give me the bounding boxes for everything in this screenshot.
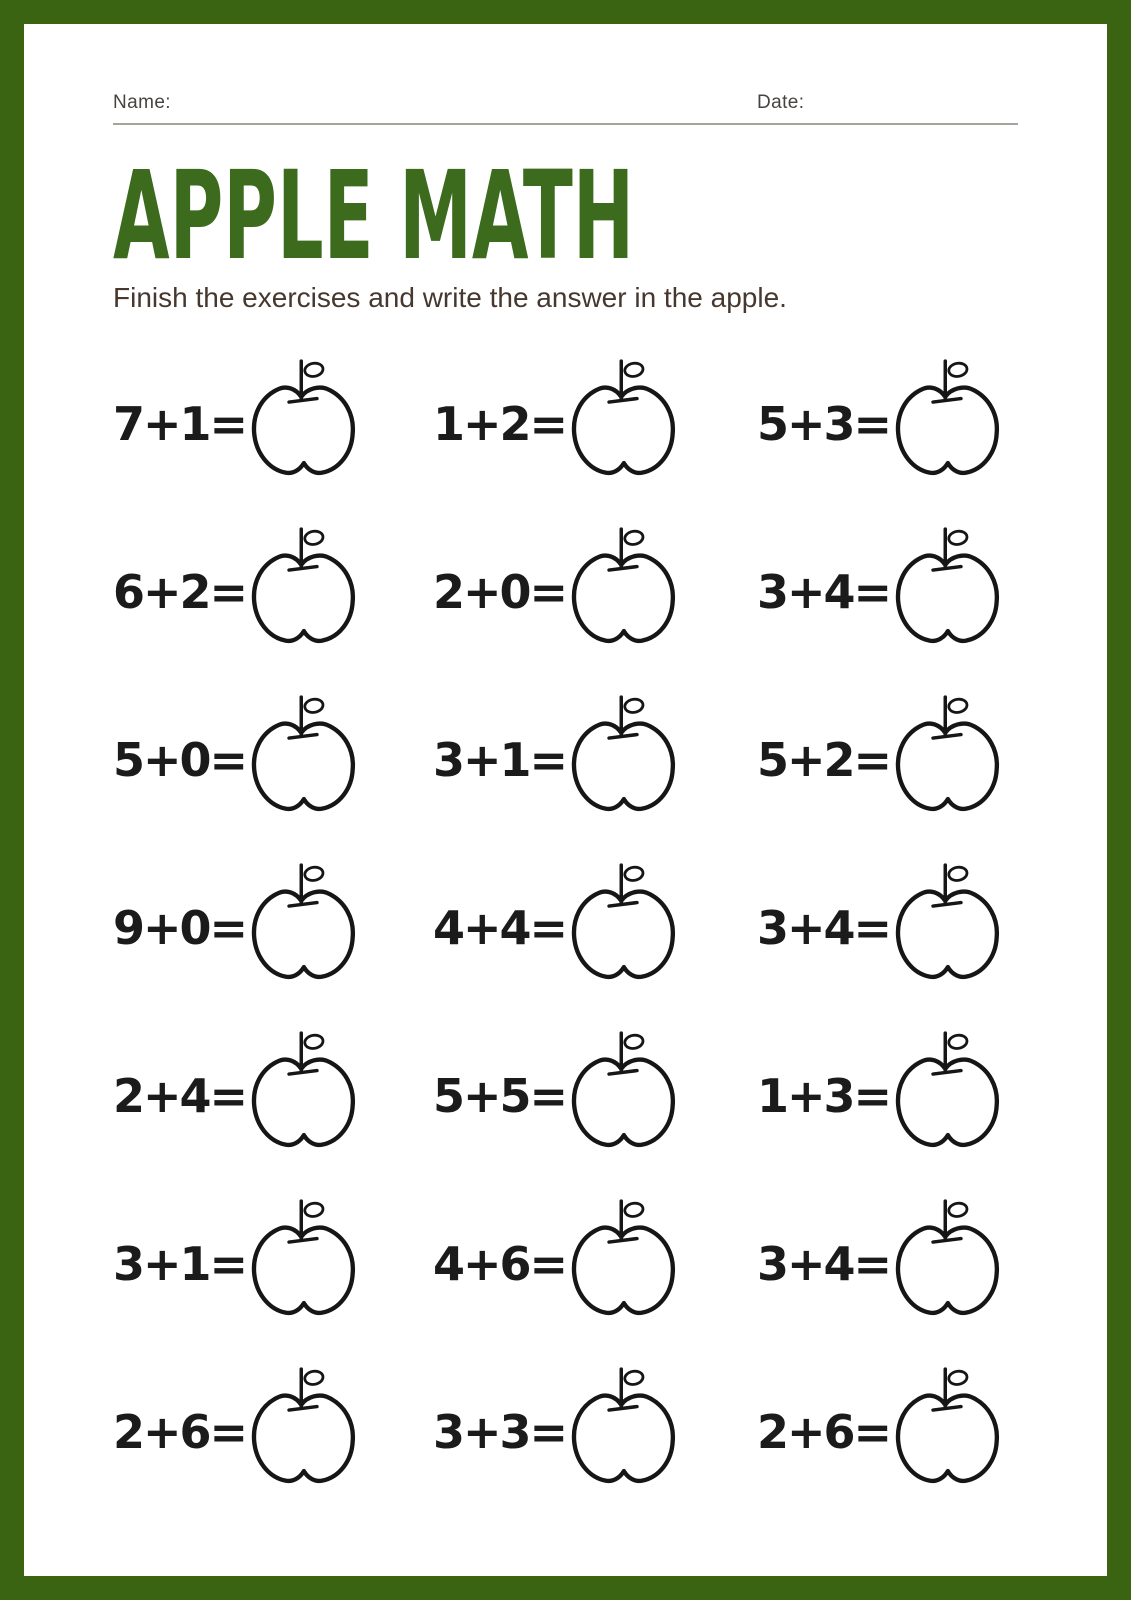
apple-answer-box-icon[interactable] [887,523,1007,645]
problem-expression: 5+0= [113,733,247,787]
math-problem [757,1172,1018,1340]
math-problem [113,836,433,1004]
apple-answer-box-icon[interactable] [887,691,1007,813]
math-problem [433,1172,757,1340]
instructions-text: Finish the exercises and write the answer in the apple. [113,282,787,313]
problem-expression: 3+4= [757,565,891,619]
problem-expression: 6+2= [113,565,247,619]
apple-answer-box-icon[interactable] [243,1363,363,1485]
apple-answer-box-icon[interactable] [563,523,683,645]
header-fields [113,92,1018,125]
apple-answer-box-icon[interactable] [243,691,363,813]
problem-expression: 3+3= [433,1405,567,1459]
apple-answer-box-icon[interactable] [887,1363,1007,1485]
problem-expression: 4+6= [433,1237,567,1291]
apple-answer-box-icon[interactable] [887,355,1007,477]
apple-answer-box-icon[interactable] [563,355,683,477]
math-problem [433,668,757,836]
apple-answer-box-icon[interactable] [563,1027,683,1149]
problem-expression: 1+3= [757,1069,891,1123]
math-problem [433,500,757,668]
math-problem [113,668,433,836]
math-problem [757,1004,1018,1172]
problem-expression: 2+0= [433,565,567,619]
problems-grid [113,332,1018,1508]
math-problem [757,500,1018,668]
apple-answer-box-icon[interactable] [243,859,363,981]
problem-expression: 5+2= [757,733,891,787]
problem-expression: 2+6= [113,1405,247,1459]
problem-expression: 3+4= [757,1237,891,1291]
problem-expression: 2+4= [113,1069,247,1123]
math-problem [113,332,433,500]
apple-answer-box-icon[interactable] [563,691,683,813]
math-problem [113,500,433,668]
problem-expression: 3+1= [433,733,567,787]
name-label: Name: [113,92,171,113]
apple-answer-box-icon[interactable] [887,859,1007,981]
math-problem [757,1340,1018,1508]
apple-answer-box-icon[interactable] [243,1027,363,1149]
apple-answer-box-icon[interactable] [243,523,363,645]
apple-answer-box-icon[interactable] [887,1195,1007,1317]
math-problem [757,836,1018,1004]
problem-expression: 2+6= [757,1405,891,1459]
math-problem [113,1004,433,1172]
math-problem [433,836,757,1004]
apple-answer-box-icon[interactable] [887,1027,1007,1149]
math-problem [113,1172,433,1340]
problem-expression: 4+4= [433,901,567,955]
math-problem [113,1340,433,1508]
problem-expression: 9+0= [113,901,247,955]
problem-expression: 7+1= [113,397,247,451]
math-problem [433,1340,757,1508]
math-problem [757,668,1018,836]
apple-answer-box-icon[interactable] [563,1363,683,1485]
page-title: APPLE MATH [113,145,635,287]
problem-expression: 5+5= [433,1069,567,1123]
problem-expression: 5+3= [757,397,891,451]
math-problem [757,332,1018,500]
math-problem [433,332,757,500]
problem-expression: 1+2= [433,397,567,451]
apple-answer-box-icon[interactable] [563,1195,683,1317]
apple-answer-box-icon[interactable] [243,355,363,477]
apple-answer-box-icon[interactable] [563,859,683,981]
math-problem [433,1004,757,1172]
date-label: Date: [757,92,805,113]
problem-expression: 3+4= [757,901,891,955]
problem-expression: 3+1= [113,1237,247,1291]
apple-answer-box-icon[interactable] [243,1195,363,1317]
